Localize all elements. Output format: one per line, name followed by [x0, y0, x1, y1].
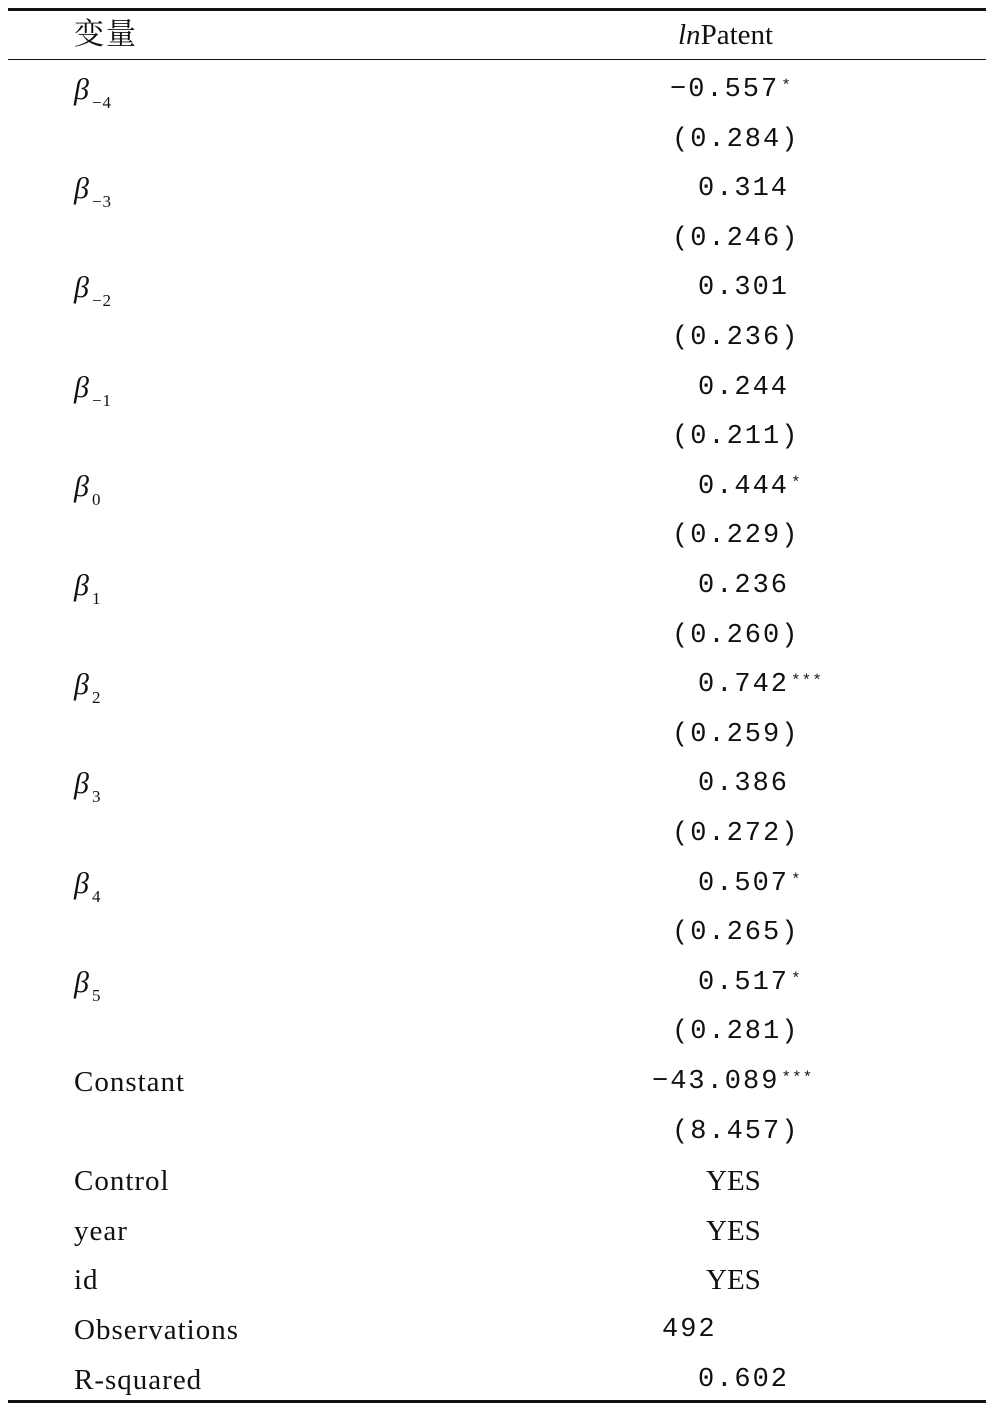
constant-label: Constant — [74, 1066, 186, 1098]
beta-subscript: 3 — [91, 787, 102, 807]
coefficient-value — [698, 569, 791, 603]
standard-error-row — [8, 809, 986, 859]
footer-label: Control — [74, 1165, 170, 1198]
coefficient-value — [698, 668, 823, 702]
coefficient-row — [8, 462, 986, 512]
coefficient-row — [8, 958, 986, 1008]
coefficient-value — [698, 271, 791, 305]
significance-stars: *** — [791, 672, 823, 691]
beta-subscript: −1 — [91, 390, 113, 410]
table-header — [8, 12, 986, 58]
beta-symbol: β — [74, 965, 90, 999]
standard-error-row — [8, 1107, 986, 1157]
coefficient-value — [670, 73, 792, 107]
header-column — [678, 18, 773, 52]
beta-symbol: β — [74, 271, 90, 305]
significance-stars: * — [781, 77, 792, 95]
coefficient-row — [8, 65, 986, 115]
coefficient-value — [698, 966, 802, 1000]
significance-stars: *** — [781, 1069, 814, 1087]
footer-label: year — [74, 1214, 128, 1247]
standard-error: (0.229) — [672, 521, 800, 552]
standard-error: (0.236) — [672, 323, 800, 353]
standard-error-row — [8, 313, 986, 363]
coefficient-number: −43.089 — [652, 1067, 780, 1097]
significance-stars: * — [791, 969, 802, 988]
beta-symbol: β — [74, 767, 90, 801]
variable-label — [74, 371, 112, 409]
coefficient-number: 0.386 — [698, 769, 790, 800]
footer-row — [8, 1156, 986, 1206]
coefficient-value — [698, 470, 802, 504]
constant-row — [8, 1057, 986, 1107]
footer-row — [8, 1355, 986, 1405]
coefficient-number: 0.244 — [698, 372, 790, 403]
footer-value: YES — [706, 1165, 761, 1198]
footer-row — [8, 1305, 986, 1355]
coefficient-number: 0.444 — [698, 471, 790, 502]
standard-error: (0.260) — [672, 620, 800, 651]
beta-symbol: β — [74, 866, 90, 900]
footer-label: id — [74, 1264, 99, 1297]
coefficient-value — [698, 371, 791, 405]
standard-error: (0.272) — [672, 819, 800, 849]
coefficient-row — [8, 263, 986, 313]
beta-subscript: 2 — [91, 688, 102, 708]
standard-error-row — [8, 511, 986, 561]
coefficient-value — [698, 867, 802, 901]
footer-value: YES — [706, 1264, 761, 1297]
significance-stars: * — [791, 870, 802, 889]
beta-symbol: β — [74, 73, 90, 106]
beta-symbol: β — [74, 668, 90, 702]
standard-error-row — [8, 710, 986, 760]
beta-subscript: 0 — [91, 489, 102, 509]
coefficient-number: 0.314 — [698, 174, 790, 205]
variable-label — [74, 172, 112, 210]
beta-symbol: β — [74, 469, 90, 503]
coefficient-number: 0.517 — [698, 967, 790, 998]
beta-subscript: −3 — [91, 192, 113, 212]
variable-label — [74, 867, 101, 905]
coefficient-row — [8, 164, 986, 214]
beta-subscript: −2 — [91, 291, 113, 311]
beta-subscript: 1 — [91, 589, 102, 608]
standard-error-row — [8, 115, 986, 165]
bottom-rule — [8, 1400, 986, 1403]
beta-symbol: β — [74, 370, 90, 404]
footer-value: 492 — [662, 1315, 717, 1345]
header-variable: 变量 — [74, 17, 138, 52]
header-column-rest: Patent — [700, 19, 774, 51]
coefficient-row — [8, 561, 986, 611]
coefficient-number: −0.557 — [670, 75, 780, 105]
standard-error: (8.457) — [672, 1116, 800, 1147]
variable-label — [74, 569, 101, 607]
standard-error-row — [8, 908, 986, 958]
standard-error: (0.265) — [672, 918, 800, 949]
standard-error-row — [8, 214, 986, 264]
footer-value: 0.602 — [698, 1364, 790, 1395]
footer-label: R-squared — [74, 1363, 203, 1396]
coefficient-value — [698, 172, 791, 206]
standard-error: (0.259) — [672, 719, 800, 750]
standard-error: (0.211) — [672, 422, 800, 453]
coefficient-row — [8, 859, 986, 909]
variable-label — [74, 668, 101, 706]
significance-stars: * — [791, 473, 802, 492]
coefficient-row — [8, 759, 986, 809]
beta-subscript: 5 — [91, 985, 102, 1005]
standard-error-row — [8, 1007, 986, 1057]
standard-error: (0.246) — [672, 223, 800, 254]
beta-symbol: β — [74, 569, 90, 602]
standard-error: (0.284) — [672, 124, 800, 155]
header-rule — [8, 59, 986, 60]
variable-label — [74, 470, 101, 508]
top-rule — [8, 8, 986, 11]
coefficient-number: 0.301 — [698, 273, 790, 304]
variable-label — [74, 767, 101, 805]
beta-subscript: −4 — [91, 93, 113, 112]
coefficient-row — [8, 660, 986, 710]
beta-subscript: 4 — [91, 886, 102, 906]
standard-error-row — [8, 611, 986, 661]
coefficient-number: 0.236 — [698, 571, 790, 601]
footer-value: YES — [706, 1214, 761, 1247]
coefficient-number: 0.507 — [698, 868, 790, 899]
variable-label — [74, 966, 101, 1004]
variable-label — [74, 271, 112, 309]
standard-error: (0.281) — [672, 1017, 800, 1048]
coefficient-row — [8, 363, 986, 413]
coefficient-value — [652, 1065, 813, 1099]
footer-label: Observations — [74, 1314, 240, 1346]
coefficient-value — [698, 767, 791, 801]
header-column-italic: ln — [678, 19, 701, 51]
footer-row — [8, 1255, 986, 1305]
beta-symbol: β — [74, 172, 90, 206]
coefficient-number: 0.742 — [698, 670, 790, 701]
standard-error-row — [8, 412, 986, 462]
variable-label — [74, 73, 112, 111]
footer-row — [8, 1206, 986, 1256]
